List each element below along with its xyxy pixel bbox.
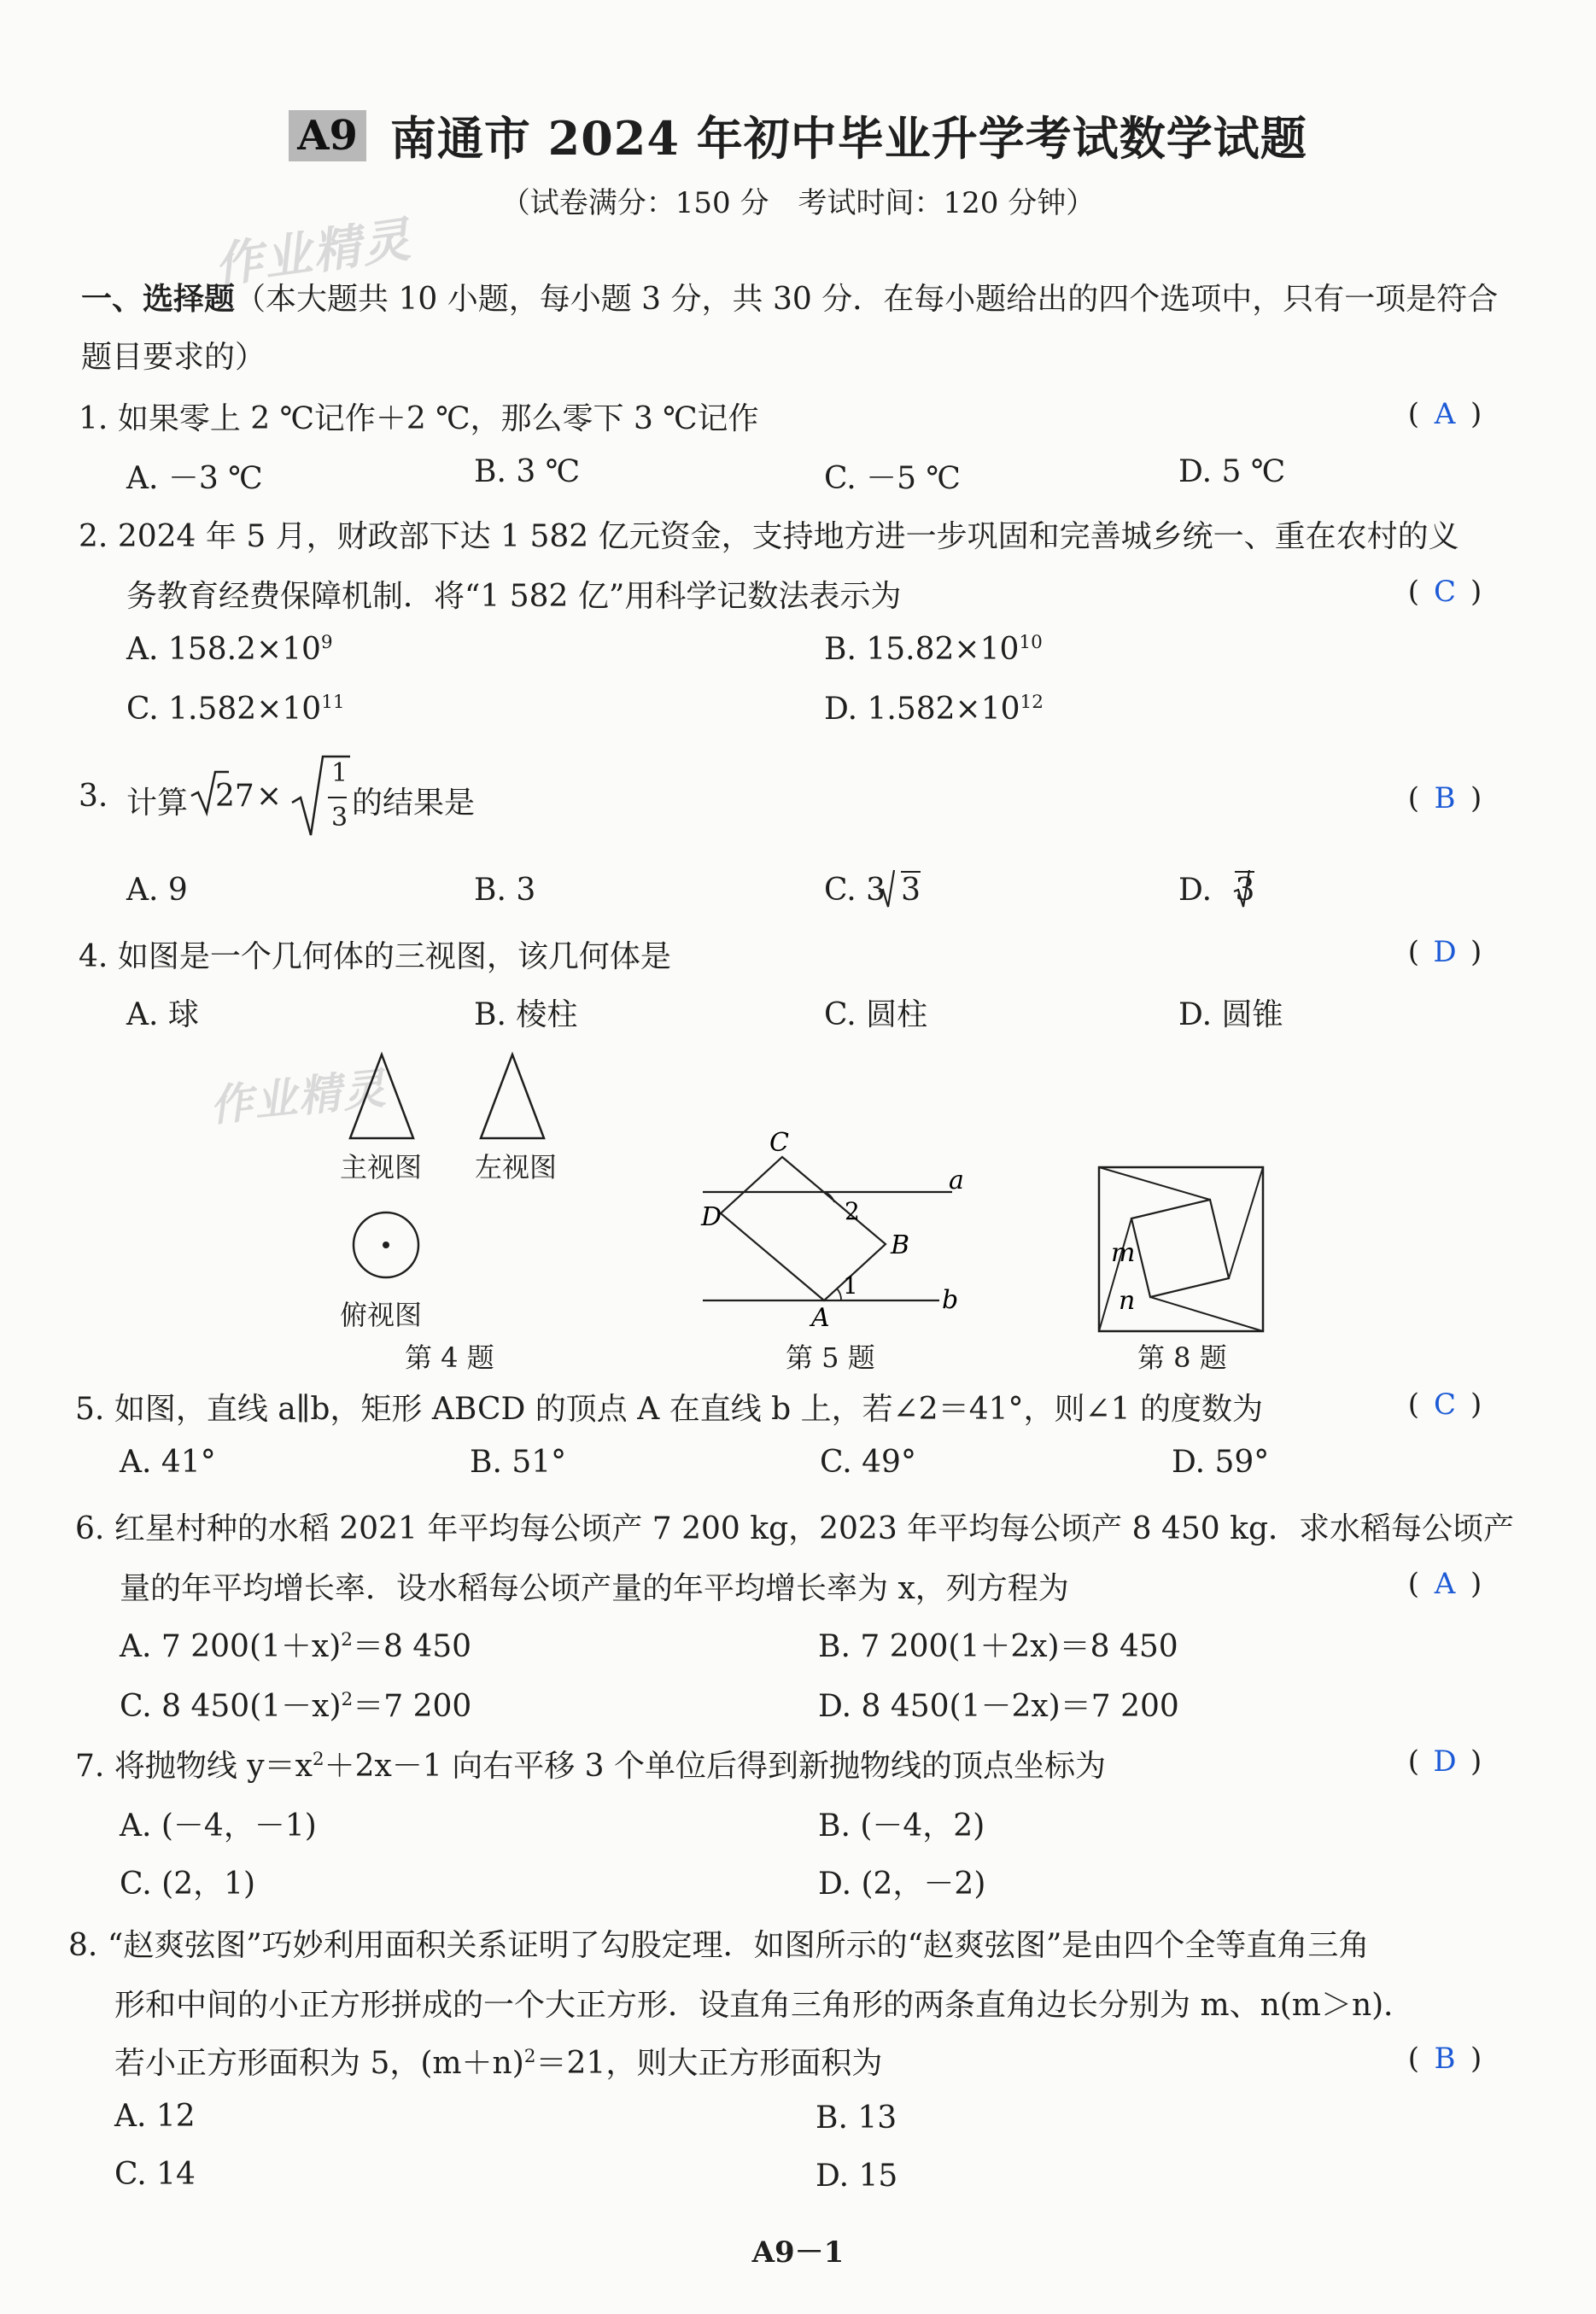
question-6: 6. 红星村种的水稻 2021 年平均每公顷产 7 200 kg，2023 年平均每公顷产 8 450 kg．求水稻每公顷产 [75, 1511, 1514, 1546]
fig5-caption: 第 5 题 [786, 1341, 875, 1374]
front-view-triangle [350, 1055, 413, 1138]
fig5-label-line-b: b [942, 1285, 959, 1315]
fig8-label-m: m [1111, 1238, 1136, 1268]
fig8-label-n: n [1119, 1286, 1136, 1316]
q2-option-a: A. $158.2\times 10^9$ [126, 632, 333, 667]
chord-4 [1150, 1297, 1263, 1331]
fig4-front-label: 主视图 [340, 1151, 423, 1183]
question-8-line3: 若小正方形面积为 5，$(m+n)^2=21$，则大正方形面积为 [114, 2046, 883, 2081]
q4-option-a: A. 球 [126, 997, 199, 1032]
figure-4 [342, 1046, 564, 1336]
answer-2: ( C ) [1407, 575, 1482, 609]
page-title: 南通市 2024 年初中毕业升学考试数学试题 [389, 111, 1307, 166]
q5-option-b: B. 51° [470, 1445, 567, 1480]
page-number: A9－1 [751, 2235, 845, 2270]
question-6-line2: 量的年平均增长率．设水稻每公顷产量的年平均增长率为 x，列方程为 [120, 1571, 1069, 1606]
paper-badge: A9 [289, 110, 366, 161]
q3-option-a: A. 9 [126, 873, 188, 908]
question-8: 8. “赵爽弦图”巧妙利用面积关系证明了勾股定理．如图所示的“赵爽弦图”是由四个全等直角三角 [68, 1928, 1370, 1963]
fig5-angle-2: 2 [845, 1197, 860, 1225]
rectangle-abcd [721, 1157, 886, 1300]
chord-2 [1099, 1167, 1210, 1200]
question-2: 2. 2024 年 5 月，财政部下达 1 582 亿元资金，支持地方进一步巩固和完善城乡统一、重在农村的义 [79, 519, 1459, 554]
fig5-label-d: D [701, 1202, 722, 1232]
q6-option-b: B. 7 200(1＋2x)＝8 450 [818, 1629, 1178, 1664]
answer-7: ( D ) [1407, 1744, 1482, 1779]
answer-4: ( D ) [1407, 935, 1482, 969]
answer-8: ( B ) [1407, 2042, 1482, 2076]
q3-option-b: B. 3 [474, 873, 536, 908]
fig8-caption: 第 8 题 [1137, 1341, 1227, 1374]
question-5: 5. 如图，直线 a∥b，矩形 ABCD 的顶点 A 在直线 b 上，若∠2＝41°，则∠1 的度数为 [75, 1392, 1264, 1427]
q3-radicand: 27 [215, 779, 254, 814]
fig5-label-c: C [769, 1128, 789, 1158]
q2-option-d: D. $1.582\times 10^{12}$ [824, 692, 1044, 727]
question-3-suffix: 的结果是 [352, 786, 476, 821]
question-3-prefix: 计算 [126, 786, 189, 821]
watermark: 作业精灵 [211, 211, 416, 295]
q4-option-c: C. 圆柱 [824, 997, 928, 1032]
q1-option-c: C. －5 ℃ [824, 461, 961, 496]
q3-frac-numerator: 1 [331, 758, 348, 788]
left-view-triangle [481, 1055, 544, 1138]
q7-option-a: A. (－4，－1) [120, 1809, 317, 1844]
fig4-caption: 第 4 题 [405, 1341, 494, 1374]
fig5-label-a-point: A [811, 1303, 830, 1333]
q7-option-b: B. (－4，2) [818, 1809, 985, 1844]
figure-5 [696, 1119, 978, 1341]
page-subtitle: （试卷满分：150 分 考试时间：120 分钟） [500, 186, 1096, 220]
answer-5: ( C ) [1407, 1388, 1482, 1422]
q3-option-d: D. 3 [1178, 873, 1255, 908]
sqrt-symbol-c [878, 868, 895, 910]
answer-3: ( B ) [1407, 781, 1482, 815]
q8-option-b: B. 13 [816, 2101, 897, 2136]
q1-option-b: B. 3 ℃ [474, 454, 580, 489]
fig5-angle-1: 1 [843, 1271, 858, 1300]
question-1: 1. 如果零上 2 ℃记作＋2 ℃，那么零下 3 ℃记作 [79, 401, 759, 436]
q2-option-b: B. $15.82\times 10^{10}$ [824, 632, 1043, 667]
page-header [0, 102, 1596, 168]
q2-option-c: C. $1.582\times 10^{11}$ [126, 692, 345, 727]
q7-option-c: C. (2，1) [120, 1867, 256, 1902]
watermark-2: 作业精灵 [207, 1062, 389, 1131]
fig5-label-b: B [891, 1230, 910, 1260]
small-square [1131, 1200, 1229, 1297]
question-4: 4. 如图是一个几何体的三视图，该几何体是 [79, 939, 671, 974]
fig4-left-label: 左视图 [475, 1151, 558, 1183]
sqrt-symbol-d [1233, 868, 1250, 910]
question-8-line2: 形和中间的小正方形拼成的一个大正方形．设直角三角形的两条直角边长分别为 m、n(m＞n)． [114, 1988, 1415, 2023]
answer-1: ( A ) [1407, 397, 1482, 431]
figure-8 [1097, 1166, 1268, 1336]
q8-option-d: D. 15 [816, 2159, 898, 2194]
q1-option-a: A. －3 ℃ [126, 461, 263, 496]
q8-option-a: A. 12 [114, 2099, 196, 2134]
q1-option-d: D. 5 ℃ [1178, 454, 1286, 489]
q5-option-c: C. 49° [820, 1445, 916, 1480]
q8-option-c: C. 14 [114, 2157, 196, 2192]
top-view-center-dot [383, 1242, 389, 1248]
answer-6: ( A ) [1407, 1567, 1482, 1601]
q3-option-c: C. 3 3 [824, 873, 921, 908]
fig5-angle-arc-1 [837, 1288, 841, 1300]
question-2-line2: 务教育经费保障机制．将“1 582 亿”用科学记数法表示为 [126, 579, 902, 614]
q5-option-d: D. 59° [1172, 1445, 1270, 1480]
fig5-label-line-a: a [949, 1166, 964, 1195]
q6-option-d: D. 8 450(1－2x)＝7 200 [818, 1689, 1179, 1724]
chord-3 [1229, 1167, 1263, 1278]
fig4-top-label: 俯视图 [340, 1299, 423, 1331]
q4-option-d: D. 圆锥 [1178, 997, 1283, 1032]
section-desc-line2: 题目要求的） [81, 340, 266, 375]
q7-option-d: D. (2，－2) [818, 1867, 986, 1902]
question-7: 7. 将抛物线 $y=x^2+2x-1$ 向右平移 3 个单位后得到新抛物线的顶点坐标为 [75, 1749, 1107, 1784]
q5-option-a: A. 41° [120, 1445, 216, 1480]
q4-option-b: B. 棱柱 [474, 997, 578, 1032]
section-heading: 一、选择题（本大题共 10 小题，每小题 3 分，共 30 分．在每小题给出的四个选项中，只有一项是符合 [81, 281, 1499, 317]
q6-option-c: C. 8 $450(1-x)^2=7$ 200 [120, 1689, 472, 1724]
q3-frac-denominator: 3 [331, 803, 348, 833]
q6-option-a: A. 7 $200(1+x)^2=8$ 450 [120, 1629, 472, 1664]
question-3-num: 3. [79, 779, 108, 814]
q3-times: × [256, 779, 283, 814]
